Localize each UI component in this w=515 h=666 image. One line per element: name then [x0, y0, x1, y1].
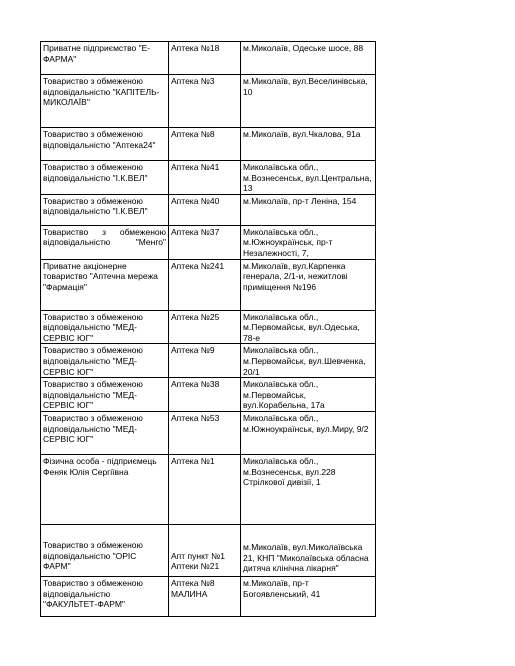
address-cell: м.Миколаїв, вул.Веселинівська, 10 — [241, 75, 376, 128]
address-cell: Миколаївська обл., м.Южноукраїнськ, вул.Миру, 9/2 — [241, 411, 376, 454]
pharmacy-cell: Апт пункт №1 Аптеки №21 — [169, 524, 241, 576]
table-row — [41, 576, 376, 616]
address-cell: м.Миколаїв, Одеське шосе, 88 — [241, 42, 376, 75]
table-row — [41, 411, 376, 454]
org-cell: Товариство з обмеженою відповідальністю "ФАКУЛЬТЕТ-ФАРМ" — [41, 576, 169, 616]
pharmacy-cell: Аптека №38 — [169, 378, 241, 412]
pharmacy-cell: Аптека №1 — [169, 454, 241, 524]
org-cell: Товариство з обмеженою відповідальністю "Менго" — [41, 225, 169, 259]
pharmacy-cell: Аптека №37 — [169, 225, 241, 259]
table-row — [41, 259, 376, 310]
address-cell: Миколаївська обл., м.Вознесенськ, вул.Центральна, 13 — [241, 161, 376, 195]
org-cell: Товариство з обмеженою відповідальністю "Аптека24" — [41, 128, 169, 161]
pharmacy-cell: Аптека №25 — [169, 310, 241, 344]
pharmacy-cell: Аптека №41 — [169, 161, 241, 195]
address-cell: Миколаївська обл., м.Первомайськ, вул.Корабельна, 17а — [241, 378, 376, 412]
pharmacy-cell: Аптека №241 — [169, 259, 241, 310]
table-row — [41, 378, 376, 412]
org-cell: Приватне акціонерне товариство "Аптечна мережа "Фармація" — [41, 259, 169, 310]
pharmacy-cell: Аптека №53 — [169, 411, 241, 454]
table-row — [41, 454, 376, 524]
org-cell: Приватне підприємство "Е-ФАРМА" — [41, 42, 169, 75]
pharmacy-cell: Аптека №18 — [169, 42, 241, 75]
org-cell: Товариство з обмеженою відповідальністю "КАПІТЕЛЬ-МИКОЛАЇВ" — [41, 75, 169, 128]
pharmacy-cell: Аптека №8 МАЛИНА — [169, 576, 241, 616]
address-cell: Миколаївська обл., м.Вознесенськ, вул.228 Стрілкової дивізії, 1 — [241, 454, 376, 524]
table-row — [41, 225, 376, 259]
address-cell: м.Миколаїв, вул.Миколаївська 21, КНП "Миколаївська обласна дитяча клінічна лікарня" — [241, 524, 376, 576]
address-cell: м.Миколаїв, пр-т Леніна, 154 — [241, 194, 376, 225]
table-row — [41, 194, 376, 225]
table-row — [41, 524, 376, 576]
address-cell: Миколаївська обл., м.Первомайськ, вул.Одеська, 78-е — [241, 310, 376, 344]
table-row — [41, 310, 376, 344]
address-cell: Миколаївська обл., м.Первомайськ, вул.Шевченка, 20/1 — [241, 344, 376, 378]
pharmacy-cell: Аптека №9 — [169, 344, 241, 378]
pharmacy-cell: Аптека №3 — [169, 75, 241, 128]
address-cell: м.Миколаїв, вул.Чкалова, 91а — [241, 128, 376, 161]
pharmacy-table — [40, 41, 376, 617]
org-cell: Товариство з обмеженою відповідальністю "І.К.ВЕЛ" — [41, 194, 169, 225]
org-cell: Товариство з обмеженою відповідальністю "І.К.ВЕЛ" — [41, 161, 169, 195]
org-cell: Товариство з обмеженою відповідальністю "МЕД-СЕРВІС ЮГ" — [41, 411, 169, 454]
table-row — [41, 128, 376, 161]
org-cell: Товариство з обмеженою відповідальністю "МЕД-СЕРВІС ЮГ" — [41, 310, 169, 344]
address-cell: Миколаївська обл., м.Южноукраїнськ, пр-т Незалежності, 7, — [241, 225, 376, 259]
org-cell: Фізична особа - підприємець Феняк Юлія Сергіївна — [41, 454, 169, 524]
org-cell: Товариство з обмеженою відповідальністю "МЕД-СЕРВІС ЮГ" — [41, 344, 169, 378]
org-cell: Товариство з обмеженою відповідальністю "ОРІС ФАРМ" — [41, 524, 169, 576]
table-row — [41, 42, 376, 75]
address-cell: м.Миколаїв, пр-т Богоявленський, 41 — [241, 576, 376, 616]
address-cell: м.Миколаїв, вул.Карпенка генерала, 2/1-и, нежитлові приміщення №196 — [241, 259, 376, 310]
org-cell: Товариство з обмеженою відповідальністю "МЕД-СЕРВІС ЮГ" — [41, 378, 169, 412]
pharmacy-cell: Аптека №40 — [169, 194, 241, 225]
table-row — [41, 75, 376, 128]
pharmacy-cell: Аптека №8 — [169, 128, 241, 161]
table-row — [41, 344, 376, 378]
table-row — [41, 161, 376, 195]
